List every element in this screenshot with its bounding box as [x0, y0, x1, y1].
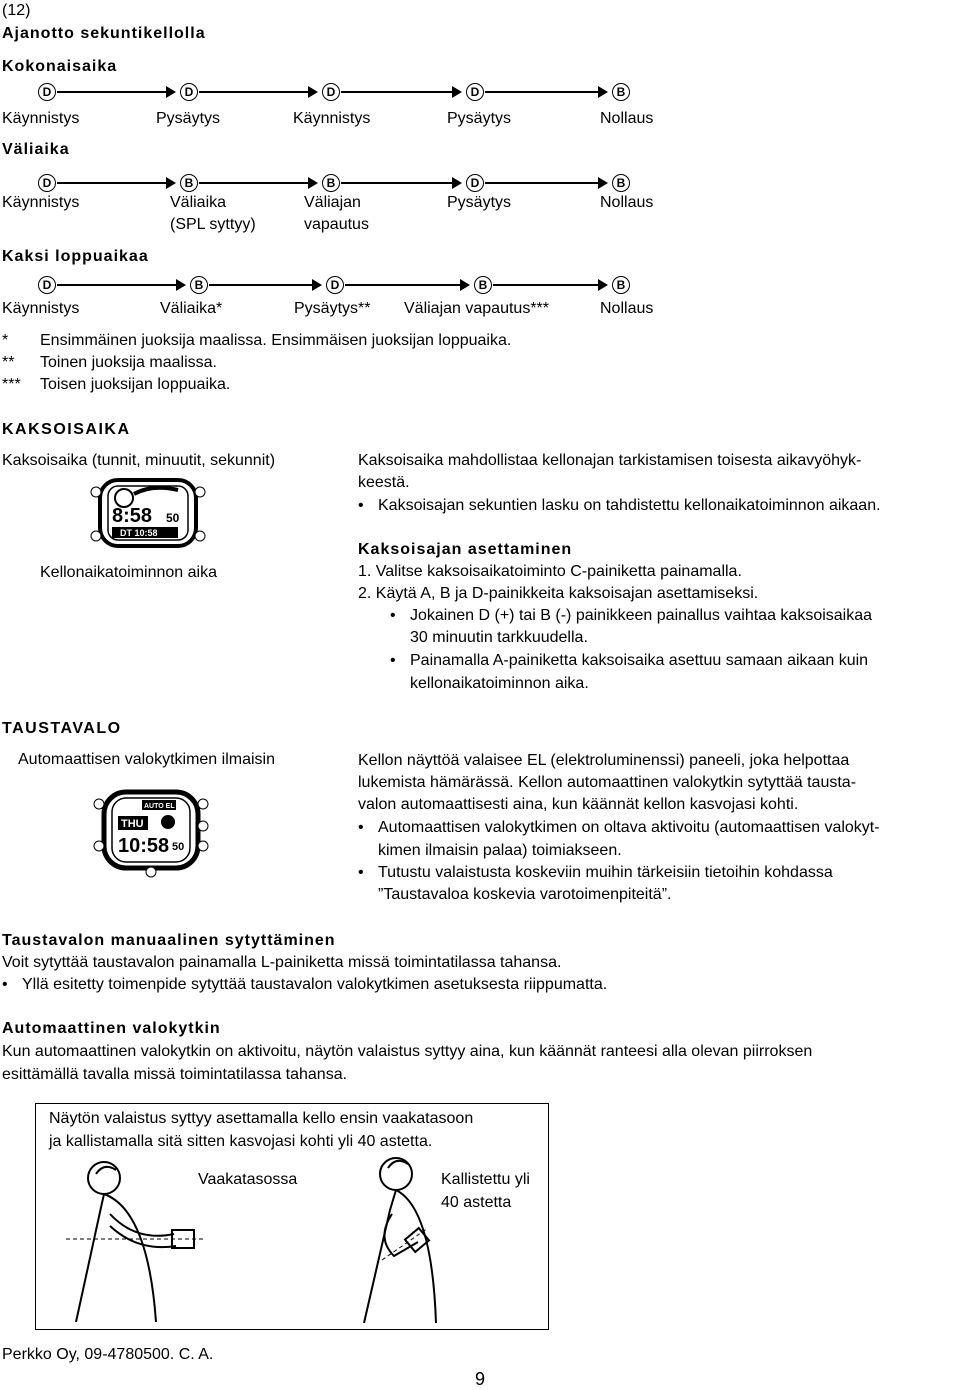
button-b-icon: B	[190, 276, 208, 294]
dual-time-sub-bullet-cont: 30 minuutin tarkkuudella.	[410, 629, 588, 646]
sequence-label: Nollaus	[600, 194, 654, 211]
button-d-icon: D	[326, 276, 344, 294]
dual-time-intro: keestä.	[358, 474, 410, 491]
watch-main-time: 8:58	[112, 505, 153, 527]
button-d-icon: D	[322, 83, 340, 101]
sequence-label: Käynnistys	[293, 110, 371, 127]
dual-time-caption: Kaksoisaika (tunnit, minuutit, sekunnit)	[2, 452, 276, 469]
watch-auto-el: AUTO EL	[144, 803, 175, 810]
sequence-heading-total: Kokonaisaika	[2, 58, 118, 75]
person-horizontal-icon	[56, 1152, 216, 1322]
illustration-caption: Näytön valaistus syttyy asettamalla kello ensin vaakatasoon	[49, 1110, 474, 1127]
sequence-sublabel: (SPL syttyy)	[170, 216, 256, 233]
arrow-icon	[485, 91, 606, 93]
footnote-text: Toisen juoksijan loppuaika.	[40, 376, 231, 393]
dual-time-sub-bullet: • Painamalla A-painiketta kaksoisaika asettuu samaan aikaan kuin	[410, 652, 868, 670]
arrow-icon	[341, 182, 460, 184]
backlight-watch-illustration	[92, 786, 210, 878]
auto-switch-heading: Automaattinen valokytkin	[2, 1020, 221, 1037]
button-d-icon: D	[466, 174, 484, 192]
manual-heading: Taustavalon manuaalinen sytyttäminen	[2, 932, 336, 949]
backlight-paragraph: lukemista hämärässä. Kellon automaattinen valokytkin sytyttää tausta-	[358, 774, 857, 791]
manual-bullet: • Yllä esitetty toimenpide sytyttää taustavalon valokytkimen asetuksesta riippumatta.	[22, 976, 607, 994]
illustration-box	[35, 1103, 549, 1330]
watch-seconds: 50	[172, 841, 185, 853]
backlight-paragraph: valon automaattisesti aina, kun käännät kellon kasvojasi kohti.	[358, 796, 799, 813]
dual-time-bullet: • Kaksoisajan sekuntien lasku on tahdistettu kellonaikatoiminnon aikaan.	[378, 497, 881, 515]
watch-main-time: 10:58	[118, 835, 170, 857]
label-tilted: 40 astetta	[441, 1194, 512, 1211]
sequence-label: Käynnistys	[2, 300, 80, 317]
sequence-label: Käynnistys	[2, 194, 80, 211]
sequence-heading-two-finishes: Kaksi loppuaikaa	[2, 248, 149, 265]
button-b-icon: B	[474, 276, 492, 294]
backlight-bullet: • Tutustu valaistusta koskeviin muihin tärkeisiin tietoihin kohdassa	[378, 864, 833, 882]
watch-sub-time: DT 10:58	[120, 528, 158, 538]
watch-seconds: 50	[166, 511, 180, 525]
sequence-label: Väliajan vapautus***	[404, 300, 549, 317]
backlight-bullet-cont: kimen ilmaisin palaa) toimiakseen.	[378, 842, 622, 859]
page-label: (12)	[2, 2, 31, 19]
sequence-label: Nollaus	[600, 300, 654, 317]
dual-time-watch-illustration	[90, 474, 206, 552]
footer-text: Perkko Oy, 09-4780500. C. A.	[2, 1346, 214, 1363]
arrow-icon	[57, 284, 184, 286]
dual-time-step: 1. Valitse kaksoisaikatoiminto C-painiketta painamalla.	[358, 563, 742, 580]
button-d-icon: D	[180, 83, 198, 101]
button-b-icon: B	[180, 174, 198, 192]
footnote-mark: **	[2, 354, 15, 371]
backlight-paragraph: Kellon näyttöä valaisee EL (elektroluminenssi) paneeli, joka helpottaa	[358, 752, 850, 769]
sequence-label: Väliaika*	[160, 300, 223, 317]
arrow-icon	[493, 284, 606, 286]
dual-time-sub-bullet: • Jokainen D (+) tai B (-) painikkeen painallus vaihtaa kaksoisaikaa	[410, 607, 872, 625]
dual-time-step: 2. Käytä A, B ja D-painikkeita kaksoisajan asettamiseksi.	[358, 585, 759, 602]
arrow-icon	[209, 284, 320, 286]
section-heading-dual-time: KAKSOISAIKA	[2, 421, 131, 438]
footnote-text: Toinen juoksija maalissa.	[40, 354, 217, 371]
page-number: 9	[475, 1369, 486, 1389]
sequence-sublabel: vapautus	[304, 216, 369, 233]
watch-day: THU	[121, 818, 144, 830]
arrow-icon	[199, 91, 316, 93]
sequence-label: Väliaika	[170, 194, 227, 211]
page-title: Ajanotto sekuntikellolla	[2, 25, 206, 42]
button-d-icon: D	[38, 83, 56, 101]
sequence-label: Pysäytys	[447, 110, 512, 127]
sequence-label: Pysäytys	[447, 194, 512, 211]
button-b-icon: B	[612, 83, 630, 101]
button-b-icon: B	[322, 174, 340, 192]
sequence-label: Pysäytys**	[294, 300, 371, 317]
arrow-icon	[485, 182, 606, 184]
person-tilted-icon	[336, 1148, 446, 1323]
dual-time-intro: Kaksoisaika mahdollistaa kellonajan tarkistamisen toisesta aikavyöhyk-	[358, 452, 862, 469]
auto-switch-text: Kun automaattinen valokytkin on aktivoitu, näytön valaistus syttyy aina, kun käännät ranteesi alla olevan piirroksen	[2, 1043, 813, 1060]
backlight-bullet: • Automaattisen valokytkimen on oltava aktivoitu (automaattisen valokyt-	[378, 819, 880, 837]
button-d-icon: D	[38, 276, 56, 294]
dual-time-sub-bullet-cont: kellonaikatoiminnon aika.	[410, 675, 589, 692]
sequence-heading-split: Väliaika	[2, 141, 70, 158]
arrow-icon	[345, 284, 468, 286]
sequence-label: Nollaus	[600, 110, 654, 127]
arrow-icon	[57, 182, 174, 184]
backlight-bullet-cont: ”Taustavaloa koskevia varotoimenpiteitä”.	[378, 886, 672, 903]
arrow-icon	[341, 91, 460, 93]
auto-switch-text: esittämällä tavalla missä toimintatilassa tahansa.	[2, 1066, 348, 1083]
footnote-mark: *	[2, 332, 9, 349]
footnote-text: Ensimmäinen juoksija maalissa. Ensimmäisen juoksijan loppuaika.	[40, 332, 512, 349]
sequence-label: Pysäytys	[156, 110, 221, 127]
dual-time-setting-heading: Kaksoisajan asettaminen	[358, 541, 573, 558]
button-d-icon: D	[466, 83, 484, 101]
button-b-icon: B	[612, 276, 630, 294]
arrow-icon	[57, 91, 174, 93]
illustration-caption: ja kallistamalla sitä sitten kasvojasi kohti yli 40 astetta.	[49, 1133, 433, 1150]
backlight-caption: Automaattisen valokytkimen ilmaisin	[18, 751, 275, 768]
button-b-icon: B	[612, 174, 630, 192]
sequence-label: Väliajan	[304, 194, 361, 211]
sequence-label: Käynnistys	[2, 110, 80, 127]
button-d-icon: D	[38, 174, 56, 192]
dual-time-watch-caption: Kellonaikatoiminnon aika	[40, 564, 217, 581]
label-tilted: Kallistettu yli	[441, 1171, 530, 1188]
arrow-icon	[199, 182, 316, 184]
footnote-mark: ***	[2, 376, 21, 393]
label-horizontal: Vaakatasossa	[198, 1171, 298, 1188]
section-heading-backlight: TAUSTAVALO	[2, 720, 122, 737]
manual-text: Voit sytyttää taustavalon painamalla L-painiketta missä toimintatilassa tahansa.	[2, 954, 562, 971]
